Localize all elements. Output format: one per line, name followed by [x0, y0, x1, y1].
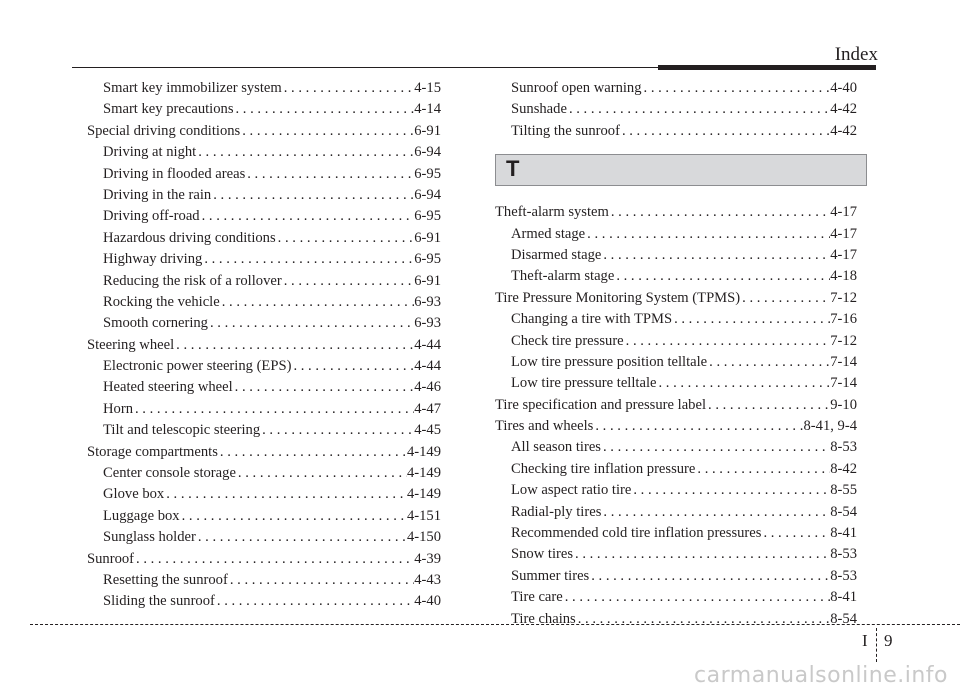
index-entry-page: 4-42	[830, 122, 857, 139]
dot-leader	[228, 570, 414, 591]
index-entry	[495, 459, 857, 480]
index-entry-page: 9-10	[830, 396, 857, 413]
footer-section-label: I	[862, 631, 868, 650]
index-entry	[87, 185, 441, 206]
section-letter: T	[506, 156, 520, 182]
index-entry-page: 4-44	[414, 358, 441, 375]
index-entry-label: Electronic power steering (EPS)	[103, 358, 292, 375]
index-entry-label: Radial-ply tires	[511, 503, 602, 520]
header-accent-bar	[658, 65, 876, 70]
index-entry-page: 4-14	[414, 101, 441, 118]
index-entry-page: 6-93	[414, 293, 441, 310]
dot-leader	[282, 78, 414, 99]
dot-leader	[291, 356, 414, 377]
dot-leader	[282, 271, 415, 292]
index-entry-page: 7-16	[830, 311, 857, 328]
dot-leader	[672, 309, 830, 330]
index-entry-label: Changing a tire with TPMS	[511, 311, 673, 328]
index-entry	[87, 591, 441, 612]
index-entry-label: Summer tires	[511, 567, 590, 584]
index-column-left	[87, 78, 441, 613]
dot-leader	[276, 228, 415, 249]
section-letter-header	[495, 154, 867, 186]
index-entry	[495, 609, 857, 630]
index-entry	[87, 420, 441, 441]
dot-leader	[567, 99, 830, 120]
index-entry-label: Recommended cold tire inflation pressures	[511, 525, 762, 542]
index-entry-label: Reducing the risk of a rollover	[103, 272, 282, 289]
index-entry-label: Special driving conditions	[87, 122, 241, 139]
dot-leader	[180, 506, 407, 527]
dot-leader	[240, 121, 414, 142]
index-entry-label: Smart key immobilizer system	[103, 80, 282, 96]
index-entry-page: 8-54	[830, 503, 857, 520]
index-entry-label: Resetting the sunroof	[103, 571, 228, 588]
index-entry	[87, 570, 441, 591]
index-entry-page: 6-95	[414, 165, 441, 182]
index-entry-label: Driving in the rain	[103, 186, 212, 203]
index-entry-page: 6-95	[414, 251, 441, 268]
index-entry-page: 4-15	[414, 80, 441, 96]
index-entry-page: 4-17	[830, 246, 857, 263]
index-entry-page: 4-17	[830, 225, 857, 242]
index-entry-label: Theft-alarm stage	[511, 268, 615, 285]
index-entry-label: Sliding the sunroof	[103, 593, 215, 610]
index-entry	[87, 335, 441, 356]
index-entry-label: Tires and wheels	[495, 418, 594, 435]
index-entry-label: Snow tires	[511, 546, 574, 563]
index-entry-label: Low tire pressure telltale	[511, 375, 657, 392]
index-entry-label: Sunroof	[87, 550, 135, 567]
index-entry	[87, 292, 441, 313]
index-entry	[87, 99, 441, 120]
index-entry-label: Tilting the sunroof	[511, 122, 620, 139]
dot-leader	[589, 566, 830, 587]
index-entry-page: 4-40	[830, 80, 857, 96]
index-entry-page: 6-93	[414, 315, 441, 332]
index-entry	[87, 549, 441, 570]
index-entry-label: Tire chains	[511, 610, 576, 627]
index-entry-page: 4-149	[406, 486, 441, 503]
index-entry-page: 8-53	[830, 567, 857, 584]
dot-leader	[614, 266, 830, 287]
dot-leader	[593, 416, 803, 437]
dot-leader	[196, 527, 407, 548]
index-entry-label: Glove box	[103, 486, 165, 503]
index-entry-label: Sunglass holder	[103, 529, 196, 546]
index-entry	[87, 249, 441, 270]
dot-leader	[133, 399, 414, 420]
index-entry	[495, 266, 857, 287]
index-entry-label: Low aspect ratio tire	[511, 482, 632, 499]
index-entry-page: 8-42	[830, 460, 857, 477]
index-entry-label: Highway driving	[103, 251, 203, 268]
index-entry	[495, 480, 857, 501]
dot-leader	[233, 377, 415, 398]
index-entry	[87, 206, 441, 227]
index-entry-page: 8-41	[830, 589, 857, 606]
dot-leader	[260, 420, 414, 441]
index-entry-page: 6-94	[414, 144, 441, 161]
dot-leader	[601, 437, 830, 458]
index-entry	[87, 463, 441, 484]
index-entry-label: Checking tire inflation pressure	[511, 460, 696, 477]
index-entry	[87, 142, 441, 163]
dot-leader	[642, 78, 831, 99]
index-entry-page: 7-14	[830, 353, 857, 370]
page-header-title: Index	[834, 44, 878, 65]
index-entry-page: 6-95	[414, 208, 441, 225]
index-entry-label: Smart key precautions	[103, 101, 234, 118]
dot-leader	[624, 331, 831, 352]
index-entry-page: 4-17	[830, 204, 857, 221]
index-entry	[495, 309, 857, 330]
dot-leader	[174, 335, 414, 356]
index-entry	[87, 484, 441, 505]
dot-leader	[631, 480, 830, 501]
index-entry-page: 4-46	[414, 379, 441, 396]
index-entry	[495, 373, 857, 394]
index-entry-label: Luggage box	[103, 507, 180, 524]
index-entry	[87, 271, 441, 292]
index-entry	[87, 313, 441, 334]
index-entry-label: Sunshade	[511, 101, 567, 118]
index-entry	[87, 527, 441, 548]
index-entry	[495, 587, 857, 608]
index-entry	[495, 202, 857, 223]
index-entry-label: Check tire pressure	[511, 332, 624, 349]
dot-leader	[620, 121, 830, 142]
index-entry	[495, 99, 857, 120]
dot-leader	[585, 224, 830, 245]
index-entry-page: 6-91	[414, 272, 441, 289]
index-entry-label: Armed stage	[511, 225, 586, 242]
index-entry-page: 7-12	[830, 289, 857, 306]
index-entry-label: Sunroof open warning	[511, 80, 642, 96]
index-entry-label: Driving in flooded areas	[103, 165, 246, 182]
index-entry-label: Tilt and telescopic steering	[103, 422, 261, 439]
index-entry-page: 4-45	[414, 422, 441, 439]
index-entry	[495, 331, 857, 352]
index-entry	[87, 442, 441, 463]
index-entry-page: 4-151	[406, 507, 441, 524]
index-entry-page: 4-44	[414, 336, 441, 353]
dot-leader	[601, 245, 830, 266]
dot-leader	[706, 395, 830, 416]
dot-leader	[695, 459, 830, 480]
dot-leader	[573, 544, 830, 565]
watermark: carmanualsonline.info	[694, 663, 948, 688]
index-entry	[495, 352, 857, 373]
dot-leader	[576, 609, 831, 630]
index-entry-page: 4-39	[414, 550, 441, 567]
index-entry-page: 8-54	[830, 610, 857, 627]
index-entry-page: 7-12	[830, 332, 857, 349]
index-entry-label: Hazardous driving conditions	[103, 229, 276, 246]
index-entry	[87, 506, 441, 527]
index-entry-label: Tire care	[511, 589, 563, 606]
dot-leader	[200, 206, 415, 227]
index-entry	[495, 502, 857, 523]
index-entry-page: 4-149	[406, 465, 441, 482]
dot-leader	[196, 142, 414, 163]
dot-leader	[609, 202, 830, 223]
dot-leader	[164, 484, 407, 505]
dot-leader	[236, 463, 407, 484]
index-entry-page: 4-18	[830, 268, 857, 285]
dot-leader	[656, 373, 830, 394]
index-entry-label: Tire Pressure Monitoring System (TPMS)	[495, 289, 741, 306]
dot-leader	[601, 502, 830, 523]
dot-leader	[761, 523, 830, 544]
index-entry-page: 8-55	[830, 482, 857, 499]
index-entry-label: Disarmed stage	[511, 246, 602, 263]
index-entry	[87, 78, 441, 99]
dot-leader	[245, 164, 414, 185]
index-entry-label: Horn	[103, 400, 133, 417]
index-entry	[495, 288, 857, 309]
index-entry	[495, 78, 857, 99]
dot-leader	[707, 352, 830, 373]
index-entry-page: 4-40	[414, 593, 441, 610]
index-group-t	[495, 202, 857, 630]
footer-page-number: 9	[884, 631, 893, 650]
dot-leader	[563, 587, 831, 608]
index-entry-label: Steering wheel	[87, 336, 175, 353]
index-entry	[495, 416, 857, 437]
index-entry	[87, 356, 441, 377]
index-entry-label: Low tire pressure position telltale	[511, 353, 708, 370]
index-entry	[87, 377, 441, 398]
header-rule	[72, 67, 658, 68]
index-entry-label: Storage compartments	[87, 443, 218, 460]
dot-leader	[202, 249, 414, 270]
index-entry-page: 7-14	[830, 375, 857, 392]
index-entry	[495, 566, 857, 587]
index-entry-label: Heated steering wheel	[103, 379, 233, 396]
index-entry	[495, 523, 857, 544]
index-entry-page: 8-53	[830, 439, 857, 456]
index-entry-label: Driving at night	[103, 144, 197, 161]
index-group-s-continued	[495, 78, 857, 142]
index-entry	[495, 544, 857, 565]
index-entry-page: 6-94	[414, 186, 441, 203]
index-entry-page: 4-42	[830, 101, 857, 118]
index-entry-label: Driving off-road	[103, 208, 200, 225]
index-entry-label: All season tires	[511, 439, 601, 456]
index-entry-page: 8-41	[830, 525, 857, 542]
dot-leader	[234, 99, 415, 120]
dot-leader	[215, 591, 414, 612]
index-entry-page: 8-53	[830, 546, 857, 563]
index-entry	[495, 437, 857, 458]
dot-leader	[218, 442, 407, 463]
index-entry	[495, 395, 857, 416]
index-entry-page: 6-91	[414, 229, 441, 246]
index-entry	[495, 224, 857, 245]
index-entry-page: 6-91	[414, 122, 441, 139]
index-entry-label: Rocking the vehicle	[103, 293, 220, 310]
dot-leader	[211, 185, 414, 206]
index-entry-page: 4-150	[406, 529, 441, 546]
index-entry-label: Smooth cornering	[103, 315, 208, 332]
index-entry-page: 4-149	[406, 443, 441, 460]
dot-leader	[740, 288, 830, 309]
index-entry	[87, 121, 441, 142]
index-entry	[495, 245, 857, 266]
index-entry	[87, 399, 441, 420]
index-entry	[495, 121, 857, 142]
index-column-right	[495, 78, 857, 630]
index-entry	[87, 164, 441, 185]
dot-leader	[208, 313, 414, 334]
index-entry-page: 4-47	[414, 400, 441, 417]
index-entry-label: Tire specification and pressure label	[495, 396, 707, 413]
index-entry-label: Theft-alarm system	[495, 204, 609, 221]
index-entry-page: 4-43	[414, 571, 441, 588]
index-entry-label: Center console storage	[103, 465, 236, 482]
dot-leader	[220, 292, 415, 313]
dot-leader	[134, 549, 414, 570]
footer-separator	[876, 628, 877, 662]
index-entry	[87, 228, 441, 249]
index-entry-page: 8-41, 9-4	[803, 418, 857, 435]
footer-rule	[30, 624, 960, 625]
